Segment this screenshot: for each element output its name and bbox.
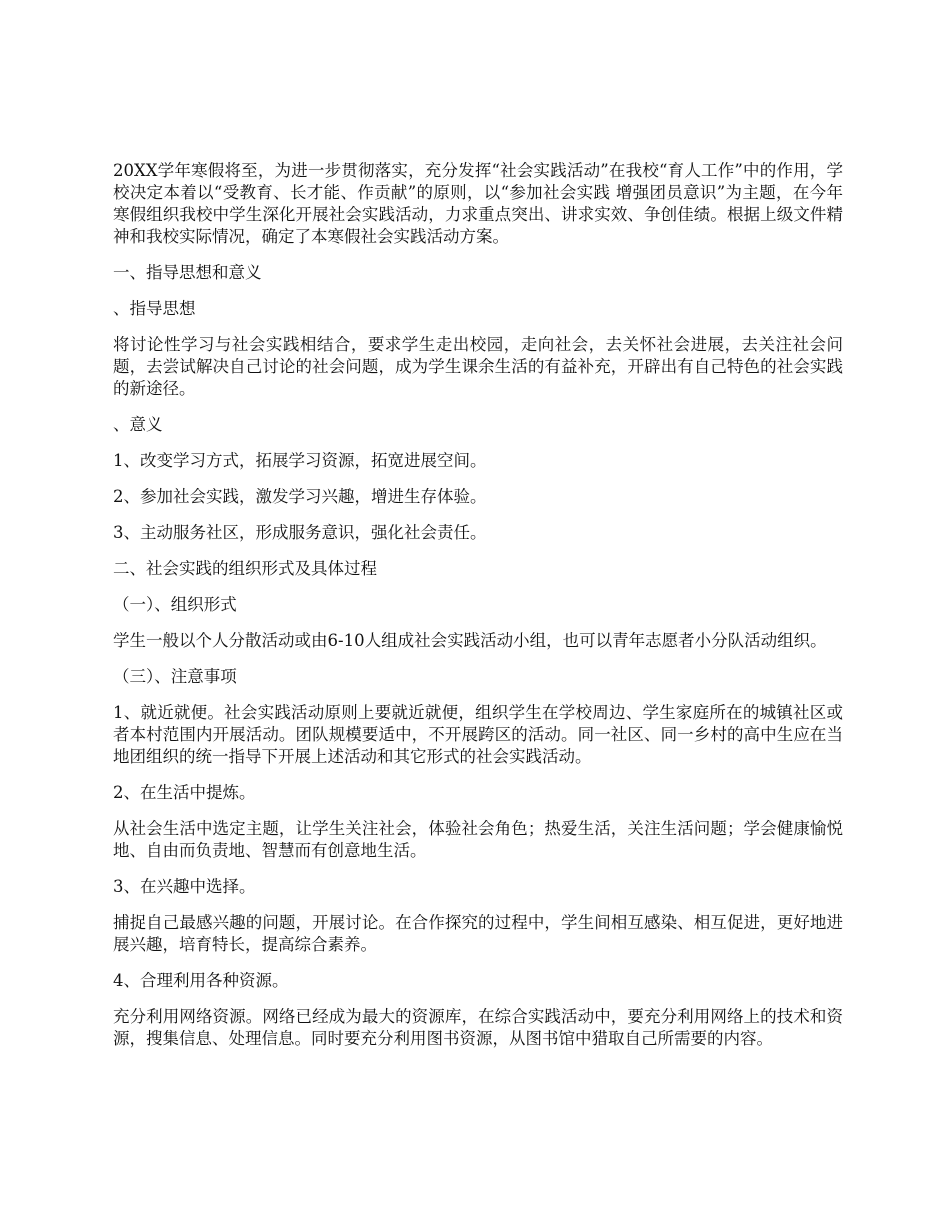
meaning-item-3: 3、主动服务社区，形成服务意识，强化社会责任。 (113, 523, 487, 542)
section-heading-guiding-thought-and-meaning: 一、指导思想和意义 (113, 263, 262, 282)
intro-paragraph: 20XX学年寒假将至，为进一步贯彻落实，充分发挥“社会实践活动”在我校“育人工作”中的作用，学校决定本着以“受教育、长才能、作贡献”的原则，以“参加社会实践 增强团员意识”为主题，在今年寒假组织我校中学生深化开展社会实践活动，力求重点突出、讲求实效、争创佳绩。根据上级文件精神和我校实际情况，确定了本寒假社会实践活动方案。 (113, 161, 843, 246)
meaning-item-2: 2、参加社会实践，激发学习兴趣，增进生存体验。 (113, 487, 487, 506)
notes-item-2-paragraph: 从社会生活中选定主题，让学生关注社会，体验社会角色；热爱生活，关注生活问题；学会健康愉悦地、自由而负责地、智慧而有创意地生活。 (113, 819, 843, 860)
subheading-meaning: 、意义 (113, 415, 163, 434)
notes-item-2-heading: 2、在生活中提炼。 (113, 783, 256, 802)
subheading-organization-form: （一）、组织形式 (113, 595, 237, 614)
notes-item-3-paragraph: 捕捉自己最感兴趣的问题，开展讨论。在合作探究的过程中，学生间相互感染、相互促进，更好地进展兴趣，培育特长，提高综合素养。 (113, 913, 843, 954)
notes-item-4-heading: 4、合理利用各种资源。 (113, 971, 289, 990)
meaning-item-1: 1、改变学习方式，拓展学习资源，拓宽进展空间。 (113, 451, 487, 470)
guiding-thought-paragraph: 将讨论性学习与社会实践相结合，要求学生走出校园，走向社会，去关怀社会进展，去关注社会问题，去尝试解决自己讨论的社会问题，成为学生课余生活的有益补充，开辟出有自己特色的社会实践的新途径。 (113, 335, 843, 398)
notes-item-3-heading: 3、在兴趣中选择。 (113, 877, 256, 896)
organization-form-paragraph: 学生一般以个人分散活动或由6-10人组成社会实践活动小组，也可以青年志愿者小分队活动组织。 (113, 631, 827, 650)
subheading-guiding-thought: 、指导思想 (113, 299, 196, 318)
document-body (113, 160, 843, 1064)
notes-item-1: 1、就近就便。社会实践活动原则上要就近就便，组织学生在学校周边、学生家庭所在的城镇社区或者本村范围内开展活动。团队规模要适中，不开展跨区的活动。同一社区、同一乡村的高中生应在当地团组织的统一指导下开展上述活动和其它形式的社会实践活动。 (113, 703, 843, 766)
section-heading-organization: 二、社会实践的组织形式及具体过程 (113, 559, 377, 578)
notes-item-4-paragraph: 充分利用网络资源。网络已经成为最大的资源库，在综合实践活动中，要充分利用网络上的技术和资源，搜集信息、处理信息。同时要充分利用图书资源，从图书馆中猎取自己所需要的内容。 (113, 1007, 843, 1048)
subheading-notes: （三）、注意事项 (113, 667, 237, 686)
